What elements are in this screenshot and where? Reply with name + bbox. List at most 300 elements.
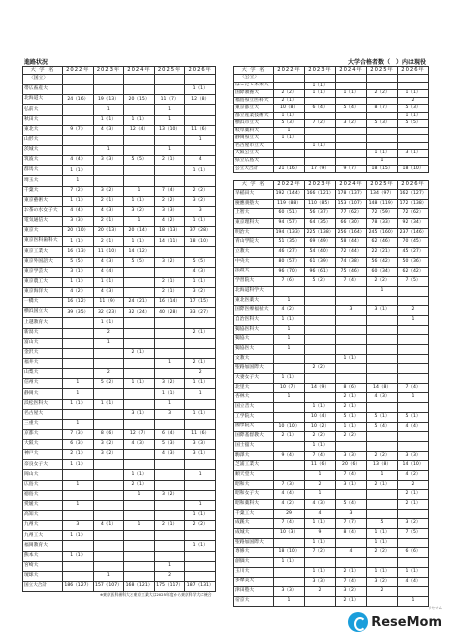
count-cell [367,315,398,325]
column-header: 大 学 名 [23,67,63,75]
count-cell: 3（3） [398,451,429,461]
count-cell: 7（6） [274,277,305,287]
count-cell: 5（2） [305,277,336,287]
count-cell [398,354,429,364]
count-cell [185,490,216,500]
count-cell: 1 [93,571,124,581]
table-row [23,490,216,500]
table-row [234,538,429,548]
table-row [234,529,429,539]
count-cell [63,135,94,145]
count-cell: 3（3） [305,577,336,587]
count-cell: 2（2） [305,432,336,442]
count-cell: 1（1） [63,166,94,176]
table-row [23,186,216,196]
count-cell [93,551,124,561]
count-cell [274,441,305,451]
table-row [23,135,216,145]
table-row [234,461,429,471]
count-cell [305,315,336,325]
count-cell: 1（1） [367,567,398,577]
table-row [234,490,429,500]
count-cell: 2 [398,97,429,105]
count-cell: 1（1） [398,90,429,98]
university-name-cell: 芝浦工業大 [234,461,274,471]
count-cell: 7（7） [336,519,367,529]
count-cell [305,596,336,606]
table-row [23,571,216,581]
university-name-cell: 獨協医科大 [234,325,274,335]
count-cell: 1（1） [124,237,155,247]
table-row [23,348,216,358]
table-row [234,267,429,277]
count-cell: 2（2） [274,90,305,98]
count-cell [154,369,185,379]
count-cell: 12（7） [124,429,155,439]
count-cell: 2（1） [93,216,124,226]
table-row [234,296,429,306]
university-name-cell: 福井大 [23,358,63,368]
university-name-cell: 文教大 [234,354,274,364]
count-cell: 13（10） [154,125,185,135]
count-cell [63,115,94,125]
count-cell [154,328,185,338]
count-cell: 1 [305,470,336,480]
table-row [23,551,216,561]
count-cell: 1 [93,105,124,115]
count-cell: 5（4） [336,105,367,113]
count-cell [305,127,336,135]
count-cell: 2（2） [367,451,398,461]
count-cell: 8（4） [336,529,367,539]
count-cell: 1 [93,145,124,155]
count-cell: 1（1） [367,538,398,548]
count-cell [154,247,185,257]
count-cell [93,348,124,358]
count-cell: 3（2） [185,287,216,297]
count-cell [274,75,305,83]
count-cell [124,85,155,95]
university-name-cell: 群馬大 [23,166,63,176]
university-name-cell: 愛媛大 [23,500,63,510]
university-name-cell: 昭和薬科大 [234,500,274,510]
count-cell [398,432,429,442]
count-cell: 1（1） [63,460,94,470]
count-cell: 1 [93,338,124,348]
count-cell [367,596,398,606]
table-row [234,199,429,209]
table-row [234,165,429,173]
count-cell: 5（1） [336,412,367,422]
table-row [234,403,429,413]
count-cell: 4（2） [274,306,305,316]
count-cell: 2 [305,587,336,597]
count-cell [154,338,185,348]
count-cell: 194（133） [274,228,305,238]
count-cell [305,158,336,166]
table-row [234,519,429,529]
count-cell: 11（6） [185,125,216,135]
university-name-cell: 名古屋市立大 [234,142,274,150]
count-cell: 1 [154,358,185,368]
count-cell [367,127,398,135]
count-cell [367,296,398,306]
count-cell [336,374,367,384]
count-cell: 1（1） [305,441,336,451]
count-cell [124,399,155,409]
count-cell [367,558,398,568]
count-cell [154,511,185,521]
count-cell: 1 [63,500,94,510]
table-row [234,558,429,568]
count-cell [336,364,367,374]
count-cell: 8（7） [367,105,398,113]
count-cell [305,393,336,403]
count-cell: 72（59） [367,209,398,219]
count-cell: 5（4） [367,422,398,432]
count-cell: 74（38） [336,257,367,267]
count-cell [305,150,336,158]
count-cell: 162（127） [398,190,429,200]
count-cell [274,538,305,548]
table-row [23,287,216,297]
count-cell: 4（1） [93,521,124,531]
count-cell: 1（1） [93,399,124,409]
count-cell: 4 [305,509,336,519]
table-row [23,277,216,287]
university-name-cell: 國學院大 [234,422,274,432]
table-row [234,393,429,403]
count-cell [398,335,429,345]
count-cell [305,335,336,345]
count-cell [154,500,185,510]
university-name-cell: 多摩美大 [234,577,274,587]
count-cell [274,567,305,577]
count-cell: 3（1） [63,267,94,277]
count-cell [93,511,124,521]
count-cell [154,480,185,490]
count-cell: 2（2） [154,196,185,206]
count-cell: 12（4） [124,125,155,135]
table-row [23,298,216,308]
count-cell: 1（1） [367,150,398,158]
count-cell: 3（3） [154,206,185,216]
table-row [234,277,429,287]
count-cell: 7（4） [305,451,336,461]
count-cell [336,82,367,90]
university-name-cell: 琉球大 [23,571,63,581]
table-row [234,509,429,519]
university-name-cell: 昭和大 [234,480,274,490]
count-cell [336,158,367,166]
count-cell: 1（1） [63,551,94,561]
count-cell [63,105,94,115]
count-cell [124,511,155,521]
count-cell: 4（4） [398,422,429,432]
count-cell: 148（119） [367,199,398,209]
column-header: 2026年 [398,181,429,190]
university-name-cell: 静岡大 [23,389,63,399]
count-cell: 6（6） [398,548,429,558]
count-cell [305,112,336,120]
university-name-cell: 国立音大 [234,403,274,413]
table-row [23,125,216,135]
count-cell: 1 [367,470,398,480]
count-cell [185,561,216,571]
university-name-cell: 昭和女子大 [234,490,274,500]
count-cell: 2 [185,369,216,379]
table-row [23,541,216,551]
column-header: 2025年 [154,67,185,75]
count-cell: 22（21） [367,248,398,258]
count-cell [124,419,155,429]
count-cell: 1（1） [336,422,367,432]
count-cell [124,571,155,581]
count-cell: 60（34） [367,267,398,277]
table-row [234,150,429,158]
count-cell: 1 [274,596,305,606]
table-row [234,120,429,128]
count-cell: 3（1） [124,409,155,419]
count-cell: 17（15） [185,298,216,308]
count-cell: 5（3） [154,440,185,450]
count-cell: 1（1） [336,354,367,364]
university-name-cell: 東京外国語大 [23,257,63,267]
table-row [234,441,429,451]
count-cell: 8（6） [93,429,124,439]
university-name-cell: 成蹊大 [234,519,274,529]
count-cell: 56（42） [367,257,398,267]
count-cell [154,551,185,561]
count-cell: 1（1） [124,196,155,206]
count-cell [185,348,216,358]
university-name-cell: 三重大 [23,419,63,429]
count-cell: 16（13） [63,247,94,257]
count-cell: 2（1） [93,196,124,206]
count-cell [124,75,155,85]
count-cell [367,345,398,355]
university-name-cell: 北海道大 [23,95,63,105]
count-cell: 5（3） [398,105,429,113]
count-cell: 2（2） [336,432,367,442]
count-cell: 4（2） [398,470,429,480]
university-name-cell: 富山大 [23,338,63,348]
private-university-table [233,180,429,607]
count-cell [398,345,429,355]
count-cell: 4（3） [93,287,124,297]
count-cell [124,145,155,155]
count-cell: 18（10） [398,165,429,173]
university-name-cell: 東京工業大 [23,247,63,257]
count-cell [336,97,367,105]
count-cell [93,135,124,145]
count-cell: 4（3） [93,206,124,216]
count-cell: 3（2） [336,587,367,597]
count-cell: 14（11） [154,237,185,247]
count-cell: 10（7） [274,383,305,393]
university-name-cell: 順天堂大 [234,470,274,480]
count-cell: 5（5） [63,257,94,267]
count-cell [63,328,94,338]
count-cell: 1（1） [185,409,216,419]
count-cell: 3 [336,509,367,519]
count-cell [154,267,185,277]
university-name-cell: 大阪公立大 [234,150,274,158]
table-row [234,112,429,120]
table-row [234,142,429,150]
count-cell: 3（3） [185,440,216,450]
table-row [234,190,429,200]
university-name-cell: 上智大 [234,209,274,219]
count-cell [93,531,124,541]
count-cell [185,176,216,186]
university-name-cell: 青山学院大 [234,238,274,248]
count-cell [274,158,305,166]
count-cell: 1（1） [185,277,216,287]
count-cell: 134（97） [367,190,398,200]
count-cell: 1 [63,480,94,490]
university-name-cell: 津田塾大 [234,587,274,597]
count-cell: 7（2） [305,120,336,128]
count-cell: 2（1） [154,277,185,287]
university-name-cell: 東京藝術大 [23,196,63,206]
count-cell [124,287,155,297]
count-cell [305,296,336,306]
count-cell: 2 [93,328,124,338]
count-cell [367,374,398,384]
count-cell: 237（146） [398,228,429,238]
header-row [234,181,429,190]
table-row [234,90,429,98]
university-name-cell: 杏林大 [234,393,274,403]
count-cell [398,142,429,150]
count-cell [154,75,185,85]
table-row [23,145,216,155]
table-row [234,480,429,490]
table-row [23,247,216,257]
count-cell [124,541,155,551]
count-cell [63,541,94,551]
university-name-cell: 一橋大 [23,298,63,308]
table-row [234,500,429,510]
university-name-cell: 千葉工大 [234,509,274,519]
count-cell [154,348,185,358]
table-row [234,97,429,105]
count-cell [93,85,124,95]
count-cell [124,450,155,460]
university-name-cell: 九州大 [23,521,63,531]
count-cell [398,441,429,451]
count-cell [93,166,124,176]
count-cell: 2（1） [154,156,185,166]
count-cell [124,389,155,399]
university-name-cell: 東京学芸大 [23,267,63,277]
count-cell: 9（7） [336,165,367,173]
university-name-cell: 九州工大 [23,531,63,541]
count-cell [398,364,429,374]
count-cell: 4（3） [93,257,124,267]
count-cell [398,127,429,135]
count-cell: 20（13） [93,227,124,237]
count-cell: 1 [154,399,185,409]
count-cell: 1 [398,315,429,325]
count-cell [367,142,398,150]
count-cell: 3（2） [185,196,216,206]
count-cell: 192（144） [274,190,305,200]
count-cell: 3（1） [185,450,216,460]
count-cell: 1（1） [185,85,216,95]
table-row [234,345,429,355]
count-cell [336,558,367,568]
count-cell [124,176,155,186]
table-row [234,587,429,597]
count-cell: 20（14） [124,227,155,237]
count-cell: 1 [124,490,155,500]
count-cell: 5（4） [336,500,367,510]
count-cell [63,145,94,155]
count-cell: 1（1） [274,374,305,384]
count-cell [336,150,367,158]
table-row [23,156,216,166]
count-cell: 4 [336,548,367,558]
university-name-cell: 東北大 [23,125,63,135]
count-cell [305,97,336,105]
count-cell [63,75,94,85]
count-cell: 2（2） [305,364,336,374]
university-name-cell: 弘前大 [23,105,63,115]
count-cell: 3（2） [93,440,124,450]
count-cell [336,325,367,335]
count-cell: 5（3） [274,120,305,128]
count-cell: 2（1） [154,521,185,531]
count-cell: 4（2） [63,287,94,297]
table-row [234,432,429,442]
count-cell: 7（4） [336,470,367,480]
table-row [23,318,216,328]
count-cell: 3（2） [154,490,185,500]
column-header: 2022年 [63,67,94,75]
count-cell [63,338,94,348]
university-name-cell: 獨協医大 [234,345,274,355]
count-cell: 2（1） [336,393,367,403]
university-name-cell: 成城大 [234,529,274,539]
table-row [234,577,429,587]
count-cell [185,105,216,115]
table-row [23,308,216,318]
count-cell: 1（1） [274,315,305,325]
university-name-cell: お茶の水女子大 [23,206,63,216]
table-row [23,257,216,267]
count-cell: 72（44） [336,248,367,258]
count-cell [185,419,216,429]
column-header: 2025年 [367,181,398,190]
count-cell [63,369,94,379]
count-cell: 12（8） [185,95,216,105]
count-cell: 7（3） [274,480,305,490]
count-cell: 1 [274,393,305,403]
table-row [23,95,216,105]
table-row [23,75,216,85]
count-cell: 1（1） [63,531,94,541]
university-name-cell: 国際医療福祉大 [234,306,274,316]
count-cell: 75（46） [336,267,367,277]
count-cell: 18（13） [154,227,185,237]
column-header: 2024年 [336,67,367,75]
count-cell [124,166,155,176]
count-cell: 1（1） [154,389,185,399]
count-cell: 2（1） [154,287,185,297]
count-cell: 2 [154,571,185,581]
